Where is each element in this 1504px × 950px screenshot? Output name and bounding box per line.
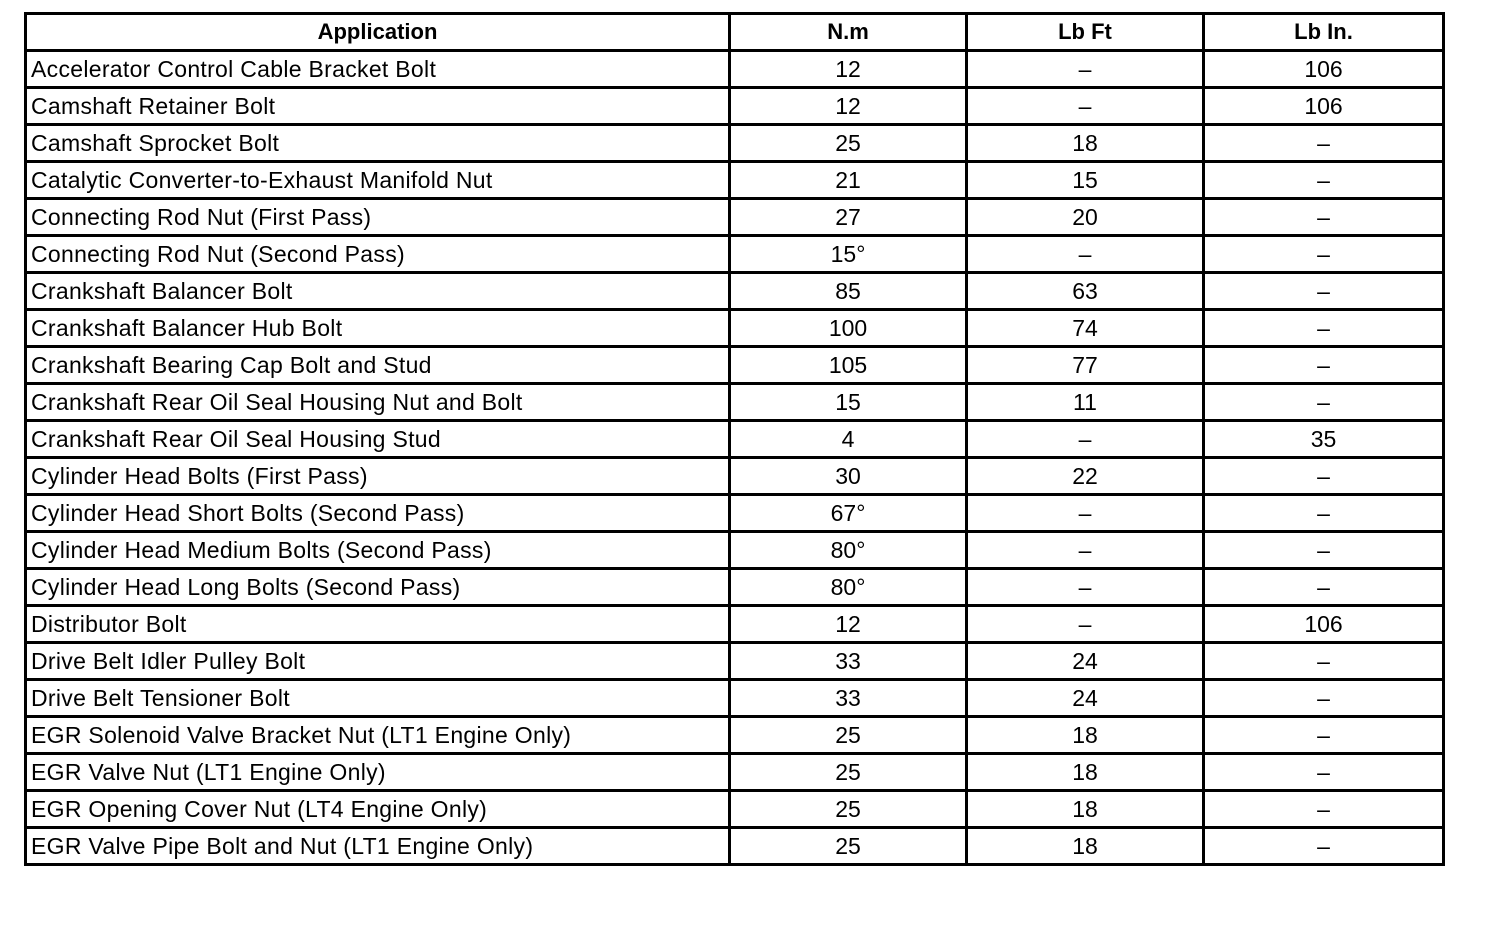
application-cell: Connecting Rod Nut (First Pass) (26, 199, 730, 236)
nm-cell: 100 (730, 310, 967, 347)
lbft-cell: – (967, 236, 1204, 273)
nm-cell: 25 (730, 791, 967, 828)
nm-cell: 15 (730, 384, 967, 421)
lbin-cell: – (1204, 310, 1444, 347)
lbft-cell: – (967, 88, 1204, 125)
application-cell: Drive Belt Idler Pulley Bolt (26, 643, 730, 680)
nm-cell: 27 (730, 199, 967, 236)
application-cell: Crankshaft Balancer Bolt (26, 273, 730, 310)
table-row (26, 199, 1444, 236)
application-cell: Crankshaft Bearing Cap Bolt and Stud (26, 347, 730, 384)
application-cell: EGR Valve Nut (LT1 Engine Only) (26, 754, 730, 791)
lbft-cell: – (967, 51, 1204, 88)
lbin-cell: – (1204, 125, 1444, 162)
table-row (26, 754, 1444, 791)
application-cell: Catalytic Converter-to-Exhaust Manifold Nut (26, 162, 730, 199)
lbft-cell: 22 (967, 458, 1204, 495)
table-row (26, 717, 1444, 754)
nm-cell: 80° (730, 532, 967, 569)
nm-cell: 25 (730, 125, 967, 162)
lbin-cell: – (1204, 162, 1444, 199)
table-row (26, 828, 1444, 865)
application-cell: EGR Valve Pipe Bolt and Nut (LT1 Engine Only) (26, 828, 730, 865)
lbft-cell: 18 (967, 125, 1204, 162)
application-cell: Cylinder Head Short Bolts (Second Pass) (26, 495, 730, 532)
lbin-cell: – (1204, 680, 1444, 717)
application-cell: Distributor Bolt (26, 606, 730, 643)
nm-cell: 33 (730, 680, 967, 717)
lbft-cell: – (967, 495, 1204, 532)
application-cell: Drive Belt Tensioner Bolt (26, 680, 730, 717)
lbft-cell: 74 (967, 310, 1204, 347)
application-cell: Camshaft Sprocket Bolt (26, 125, 730, 162)
table-row (26, 532, 1444, 569)
torque-spec-sheet (24, 12, 1442, 866)
nm-cell: 21 (730, 162, 967, 199)
table-row (26, 791, 1444, 828)
table-row (26, 236, 1444, 273)
table-row (26, 680, 1444, 717)
lbft-cell: 24 (967, 643, 1204, 680)
nm-cell: 80° (730, 569, 967, 606)
table-body (26, 51, 1444, 865)
application-cell: Crankshaft Rear Oil Seal Housing Stud (26, 421, 730, 458)
nm-cell: 105 (730, 347, 967, 384)
lbin-cell: 35 (1204, 421, 1444, 458)
nm-cell: 85 (730, 273, 967, 310)
lbft-cell: – (967, 569, 1204, 606)
lbin-cell: – (1204, 643, 1444, 680)
lbft-cell: 18 (967, 791, 1204, 828)
lbft-cell: 18 (967, 717, 1204, 754)
nm-cell: 15° (730, 236, 967, 273)
lbin-cell: – (1204, 495, 1444, 532)
lbin-cell: – (1204, 717, 1444, 754)
lbft-cell: 11 (967, 384, 1204, 421)
lbin-cell: – (1204, 458, 1444, 495)
lbft-cell: 18 (967, 828, 1204, 865)
lbin-cell: 106 (1204, 606, 1444, 643)
lbft-cell: 63 (967, 273, 1204, 310)
table-row (26, 569, 1444, 606)
application-cell: Connecting Rod Nut (Second Pass) (26, 236, 730, 273)
lbin-cell: – (1204, 532, 1444, 569)
application-cell: Accelerator Control Cable Bracket Bolt (26, 51, 730, 88)
application-cell: Cylinder Head Long Bolts (Second Pass) (26, 569, 730, 606)
table-row (26, 162, 1444, 199)
table-row (26, 310, 1444, 347)
nm-cell: 12 (730, 51, 967, 88)
application-cell: EGR Solenoid Valve Bracket Nut (LT1 Engine Only) (26, 717, 730, 754)
lbin-cell: – (1204, 273, 1444, 310)
lbft-cell: – (967, 606, 1204, 643)
lbft-cell: 15 (967, 162, 1204, 199)
application-cell: EGR Opening Cover Nut (LT4 Engine Only) (26, 791, 730, 828)
nm-cell: 67° (730, 495, 967, 532)
table-row (26, 125, 1444, 162)
nm-cell: 12 (730, 88, 967, 125)
header-application: Application (26, 14, 730, 51)
table-row (26, 606, 1444, 643)
table-row (26, 347, 1444, 384)
table-row (26, 458, 1444, 495)
lbft-cell: – (967, 532, 1204, 569)
lbin-cell: – (1204, 828, 1444, 865)
lbft-cell: 24 (967, 680, 1204, 717)
lbin-cell: – (1204, 384, 1444, 421)
lbft-cell: – (967, 421, 1204, 458)
lbin-cell: – (1204, 569, 1444, 606)
nm-cell: 25 (730, 717, 967, 754)
header-pound-feet: Lb Ft (967, 14, 1204, 51)
lbin-cell: 106 (1204, 88, 1444, 125)
lbin-cell: – (1204, 236, 1444, 273)
nm-cell: 25 (730, 828, 967, 865)
header-pound-inches: Lb In. (1204, 14, 1444, 51)
lbin-cell: – (1204, 754, 1444, 791)
nm-cell: 4 (730, 421, 967, 458)
table-row (26, 643, 1444, 680)
nm-cell: 30 (730, 458, 967, 495)
table-header-row (26, 14, 1444, 51)
application-cell: Crankshaft Balancer Hub Bolt (26, 310, 730, 347)
lbft-cell: 20 (967, 199, 1204, 236)
nm-cell: 12 (730, 606, 967, 643)
table-row (26, 51, 1444, 88)
lbin-cell: – (1204, 347, 1444, 384)
application-cell: Cylinder Head Bolts (First Pass) (26, 458, 730, 495)
table-row (26, 421, 1444, 458)
lbin-cell: – (1204, 199, 1444, 236)
lbft-cell: 77 (967, 347, 1204, 384)
lbft-cell: 18 (967, 754, 1204, 791)
application-cell: Crankshaft Rear Oil Seal Housing Nut and Bolt (26, 384, 730, 421)
application-cell: Cylinder Head Medium Bolts (Second Pass) (26, 532, 730, 569)
header-newton-meters: N.m (730, 14, 967, 51)
table-row (26, 88, 1444, 125)
nm-cell: 33 (730, 643, 967, 680)
nm-cell: 25 (730, 754, 967, 791)
lbin-cell: 106 (1204, 51, 1444, 88)
lbin-cell: – (1204, 791, 1444, 828)
table-row (26, 384, 1444, 421)
application-cell: Camshaft Retainer Bolt (26, 88, 730, 125)
table-row (26, 273, 1444, 310)
fastener-torque-table (24, 12, 1445, 866)
table-row (26, 495, 1444, 532)
